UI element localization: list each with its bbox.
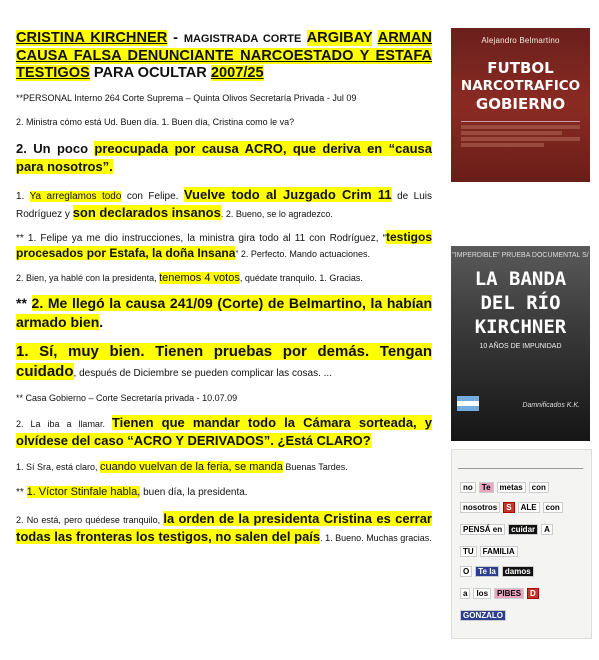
dialogue-line-5: 2. Bien, ya hablé con la presidenta, tenemos 4 votos, quédate tranquilo. 1. Gracias.	[16, 272, 363, 284]
note-row-7: GONZALO	[460, 610, 509, 621]
book2-subtitle: 10 AÑOS DE IMPUNIDAD	[479, 343, 562, 350]
header-line-1: **PERSONAL Interno 264 Corte Suprema – Quinta Olivos Secretaría Privada - Jul 09	[16, 93, 357, 103]
book2-line-2: DEL RÍO	[480, 292, 561, 314]
threat-note-image	[451, 449, 592, 639]
book-cover-futbol	[451, 28, 590, 182]
dialogue-line-6: ** 2. Me llegó la causa 241/09 (Corte) de Belmartino, la habían armado bien.	[16, 295, 432, 330]
header-line-2: ** Casa Gobierno – Corte Secretaría privada - 10.07.09	[16, 393, 238, 403]
book1-blurb	[461, 121, 580, 147]
title-arman: ARMAN	[377, 30, 432, 46]
title-magistrada: MAGISTRADA CORTE	[183, 33, 302, 45]
book1-title-3: GOBIERNO	[475, 95, 566, 113]
note-row-2: nosotros S ALE con	[460, 502, 566, 513]
note-row-1: no Te metas con	[460, 482, 552, 493]
book1-title-2: NARCOTRAFICO	[460, 78, 581, 94]
document-title: CRISTINA KIRCHNER - MAGISTRADA CORTE ARGIBAY ARMAN CAUSA FALSA DENUNCIANTE NARCOESTADO Y ESTAFA TESTIGOS PARA OCULTAR 2007/25	[16, 30, 432, 81]
dialogue-line-11: 2. No está, pero quédese tranquilo, la orden de la presidenta Cristina es cerrar todas las fronteras los testigos, no salen del país. 1. Bueno. Muchas gracias.	[16, 511, 432, 544]
book2-line-3: KIRCHNER	[474, 316, 567, 338]
title-year: 2007/25	[210, 65, 264, 81]
dialogue-line-8: 2. La iba a llamar. Tienen que mandar todo la Cámara sorteada, y olvídese del caso “ACRO Y DERIVADOS”. ¿Está CLARO?	[16, 415, 432, 448]
book2-line-1: LA BANDA	[474, 268, 567, 290]
book2-editor: Damnificados K.K.	[522, 402, 580, 409]
title-para: PARA OCULTAR	[93, 65, 207, 81]
argentina-flag-icon	[457, 396, 479, 411]
book1-author: Alejandro Belmartino	[481, 36, 560, 45]
book1-title-1: FUTBOL	[487, 59, 554, 77]
document-column	[16, 30, 432, 546]
note-row-6: a los PIBES D	[460, 588, 542, 599]
dialogue-line-9: 1. Sí Sra, está claro, cuando vuelvan de la feria, se manda Buenas Tardes.	[16, 461, 348, 473]
title-argibay: ARGIBAY	[306, 30, 373, 46]
title-name: CRISTINA KIRCHNER	[16, 30, 168, 46]
note-row-4: TU FAMILIA	[460, 546, 521, 557]
note-row-5: O Te la damos	[460, 566, 537, 577]
book-cover-la-banda	[451, 246, 590, 441]
book2-tag: "IMPERDIBLE" PRUEBA DOCUMENTAL S/	[452, 252, 589, 259]
dialogue-line-1: 2. Ministra cómo está Ud. Buen día. 1. Buen día, Cristina como le va?	[16, 117, 295, 127]
note-row-3: PENSÁ en cuidar A	[460, 524, 556, 535]
dialogue-line-10: ** 1. Víctor Stinfale habla, buen día, la presidenta.	[16, 486, 248, 498]
dialogue-line-3: 1. Ya arreglamos todo con Felipe. Vuelve todo al Juzgado Crim 11 de Luis Rodríguez y son declarados insanos. 2. Bueno, se lo agradezco.	[16, 187, 432, 220]
dialogue-line-2: 2. Un poco preocupada por causa ACRO, que deriva en “causa para nosotros”.	[16, 141, 432, 174]
note-header-lines	[458, 456, 583, 469]
title-causa: CAUSA FALSA DENUNCIANTE NARCOESTADO Y ESTAFA TESTIGOS	[16, 48, 432, 81]
dialogue-line-4: ** 1. Felipe ya me dio instrucciones, la ministra gira todo al 11 con Rodríguez, “testigos procesados por Estafa, la doña Insana” 2. Perfecto. Mando actuaciones.	[16, 230, 432, 260]
dialogue-line-7: 1. Sí, muy bien. Tienen pruebas por demás. Tengan cuidado, después de Diciembre se pueden complicar las cosas. ...	[16, 343, 432, 380]
